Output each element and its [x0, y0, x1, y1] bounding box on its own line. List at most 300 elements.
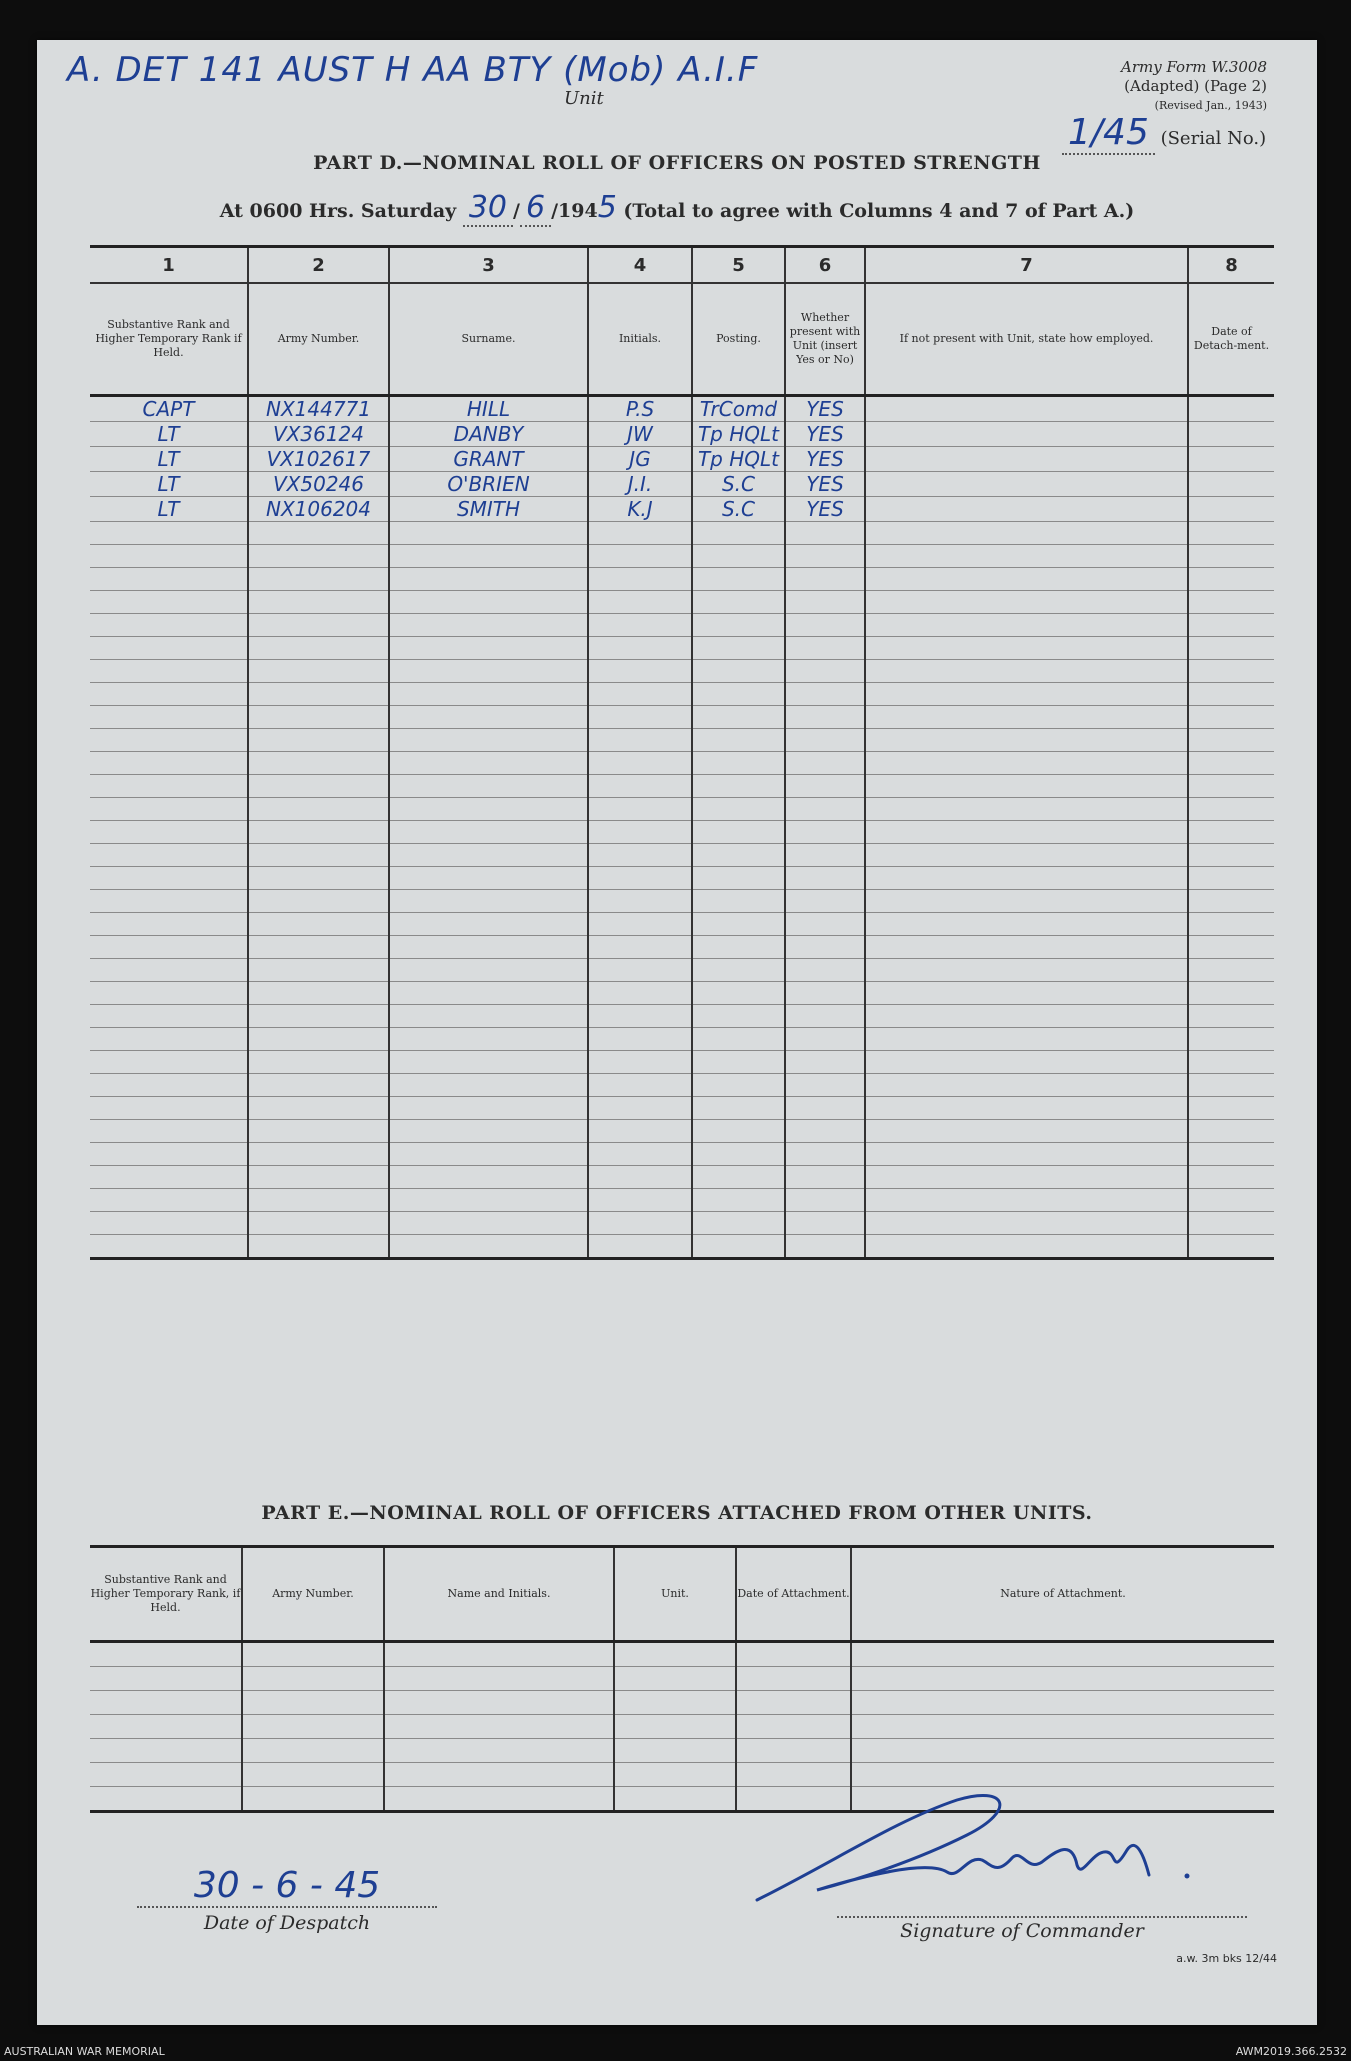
empty-cell: [692, 936, 785, 959]
empty-cell: [785, 936, 865, 959]
empty-cell: [588, 936, 692, 959]
empty-row: [90, 683, 1274, 706]
header-present: Whether present with Unit (insert Yes or No): [785, 283, 865, 396]
empty-cell: [865, 614, 1188, 637]
empty-cell: [588, 1235, 692, 1259]
officer-rank: LT: [90, 422, 248, 447]
empty-cell: [588, 1189, 692, 1212]
empty-cell: [1188, 472, 1274, 497]
despatch-block: [137, 1865, 437, 1934]
empty-cell: [1188, 637, 1274, 660]
column-header-row: [90, 283, 1274, 396]
empty-cell: [384, 1763, 614, 1787]
officer-surname: O'BRIEN: [389, 472, 588, 497]
empty-cell: [785, 1235, 865, 1259]
empty-cell: [1188, 1120, 1274, 1143]
empty-cell: [692, 1005, 785, 1028]
officer-present: YES: [785, 447, 865, 472]
officer-rank: LT: [90, 447, 248, 472]
officer-surname: SMITH: [389, 497, 588, 522]
empty-cell: [865, 1028, 1188, 1051]
empty-cell: [242, 1763, 384, 1787]
empty-cell: [785, 890, 865, 913]
column-number: 3: [389, 247, 588, 284]
empty-cell: [588, 1097, 692, 1120]
empty-cell: [865, 1189, 1188, 1212]
empty-cell: [90, 660, 248, 683]
empty-cell: [614, 1691, 736, 1715]
column-number: 8: [1188, 247, 1274, 284]
header-surname: Surname.: [389, 283, 588, 396]
empty-cell: [90, 1120, 248, 1143]
empty-cell: [90, 683, 248, 706]
empty-cell: [248, 1097, 389, 1120]
empty-cell: [1188, 1074, 1274, 1097]
empty-cell: [242, 1667, 384, 1691]
empty-cell: [865, 1005, 1188, 1028]
empty-cell: [248, 959, 389, 982]
empty-cell: [865, 798, 1188, 821]
attached-header-army-number: Army Number.: [242, 1547, 384, 1642]
empty-cell: [248, 729, 389, 752]
officer-posting: S.C: [692, 497, 785, 522]
empty-row: [90, 821, 1274, 844]
empty-cell: [1188, 591, 1274, 614]
empty-cell: [1188, 936, 1274, 959]
empty-cell: [389, 706, 588, 729]
empty-cell: [248, 936, 389, 959]
empty-cell: [248, 706, 389, 729]
empty-cell: [865, 752, 1188, 775]
empty-cell: [865, 660, 1188, 683]
empty-cell: [90, 1739, 242, 1763]
empty-cell: [389, 1028, 588, 1051]
empty-cell: [865, 1097, 1188, 1120]
form-revised: (Revised Jan., 1943): [1154, 99, 1267, 112]
empty-cell: [248, 775, 389, 798]
empty-cell: [785, 1005, 865, 1028]
empty-cell: [785, 752, 865, 775]
empty-cell: [90, 890, 248, 913]
empty-cell: [389, 775, 588, 798]
empty-cell: [692, 545, 785, 568]
empty-cell: [90, 614, 248, 637]
serial-label: (Serial No.): [1160, 128, 1267, 149]
officer-number: VX102617: [248, 447, 389, 472]
empty-cell: [692, 1051, 785, 1074]
empty-cell: [248, 614, 389, 637]
empty-cell: [865, 959, 1188, 982]
empty-cell: [90, 1189, 248, 1212]
empty-cell: [692, 637, 785, 660]
empty-cell: [736, 1715, 851, 1739]
empty-cell: [865, 522, 1188, 545]
attached-header-unit: Unit.: [614, 1547, 736, 1642]
empty-row: [90, 1739, 1274, 1763]
serial-number: [1062, 112, 1266, 155]
empty-cell: [692, 775, 785, 798]
empty-row: [90, 614, 1274, 637]
archive-reference: AWM2019.366.2532: [1235, 2045, 1347, 2058]
empty-row: [90, 1051, 1274, 1074]
empty-cell: [692, 1235, 785, 1259]
officer-initials: J.I.: [588, 472, 692, 497]
empty-row: [90, 706, 1274, 729]
form-identifier: [1121, 58, 1267, 115]
empty-cell: [389, 913, 588, 936]
header-detachment-date: Date of Detach-ment.: [1188, 283, 1274, 396]
empty-cell: [389, 660, 588, 683]
empty-cell: [785, 1028, 865, 1051]
empty-cell: [692, 844, 785, 867]
empty-cell: [588, 821, 692, 844]
empty-cell: [384, 1642, 614, 1667]
empty-cell: [785, 775, 865, 798]
empty-cell: [90, 1166, 248, 1189]
officer-rank: LT: [90, 497, 248, 522]
officer-posting: Tp HQLt: [692, 422, 785, 447]
officer-row: [90, 497, 1274, 522]
empty-cell: [588, 1005, 692, 1028]
printer-note: a.w. 3m bks 12/44: [1176, 1952, 1277, 1965]
empty-cell: [1188, 614, 1274, 637]
attached-header-rank: Substantive Rank and Higher Temporary Rank, if Held.: [90, 1547, 242, 1642]
empty-cell: [785, 1120, 865, 1143]
officer-present: YES: [785, 396, 865, 422]
empty-cell: [90, 913, 248, 936]
empty-cell: [384, 1691, 614, 1715]
empty-cell: [389, 1143, 588, 1166]
empty-row: [90, 1074, 1274, 1097]
empty-cell: [248, 1166, 389, 1189]
empty-cell: [90, 1691, 242, 1715]
empty-cell: [389, 1189, 588, 1212]
empty-cell: [785, 545, 865, 568]
empty-cell: [389, 1097, 588, 1120]
empty-cell: [865, 1143, 1188, 1166]
empty-cell: [785, 568, 865, 591]
empty-cell: [588, 1166, 692, 1189]
empty-row: [90, 545, 1274, 568]
empty-cell: [865, 936, 1188, 959]
officer-number: VX50246: [248, 472, 389, 497]
column-number: 6: [785, 247, 865, 284]
empty-row: [90, 1235, 1274, 1259]
empty-cell: [785, 982, 865, 1005]
attached-header-row: [90, 1547, 1274, 1642]
empty-cell: [1188, 422, 1274, 447]
empty-row: [90, 522, 1274, 545]
empty-cell: [242, 1691, 384, 1715]
empty-cell: [90, 1787, 242, 1812]
empty-cell: [692, 959, 785, 982]
empty-cell: [588, 1028, 692, 1051]
empty-cell: [248, 798, 389, 821]
empty-cell: [1188, 683, 1274, 706]
empty-cell: [248, 1212, 389, 1235]
archive-credit: AUSTRALIAN WAR MEMORIAL: [4, 2045, 165, 2058]
empty-row: [90, 729, 1274, 752]
officer-row: [90, 447, 1274, 472]
header-initials: Initials.: [588, 283, 692, 396]
empty-cell: [90, 982, 248, 1005]
posted-strength-rows: [90, 396, 1274, 1259]
empty-cell: [1188, 1051, 1274, 1074]
empty-cell: [90, 959, 248, 982]
empty-cell: [692, 890, 785, 913]
empty-cell: [1188, 396, 1274, 422]
empty-cell: [588, 982, 692, 1005]
empty-cell: [588, 959, 692, 982]
officer-rank: LT: [90, 472, 248, 497]
empty-cell: [588, 890, 692, 913]
empty-row: [90, 890, 1274, 913]
empty-cell: [865, 913, 1188, 936]
empty-cell: [1188, 1212, 1274, 1235]
empty-cell: [389, 522, 588, 545]
empty-cell: [692, 821, 785, 844]
empty-cell: [389, 867, 588, 890]
empty-cell: [785, 591, 865, 614]
empty-cell: [384, 1739, 614, 1763]
empty-cell: [692, 982, 785, 1005]
attached-header-date: Date of Attachment.: [736, 1547, 851, 1642]
empty-cell: [865, 591, 1188, 614]
header-army-number: Army Number.: [248, 283, 389, 396]
empty-cell: [588, 568, 692, 591]
empty-cell: [692, 522, 785, 545]
empty-cell: [90, 1212, 248, 1235]
empty-cell: [248, 1120, 389, 1143]
empty-cell: [1188, 447, 1274, 472]
officer-number: VX36124: [248, 422, 389, 447]
header-posting: Posting.: [692, 283, 785, 396]
empty-cell: [865, 844, 1188, 867]
serial-handwritten: 1/45: [1062, 112, 1155, 155]
officer-surname: GRANT: [389, 447, 588, 472]
empty-cell: [588, 1212, 692, 1235]
part-d-title: PART D.—NOMINAL ROLL OF OFFICERS ON POSTED STRENGTH: [313, 152, 1041, 174]
commander-signature: [697, 1780, 1217, 1920]
empty-cell: [90, 568, 248, 591]
empty-cell: [248, 913, 389, 936]
empty-row: [90, 591, 1274, 614]
empty-cell: [90, 1097, 248, 1120]
empty-row: [90, 1097, 1274, 1120]
empty-cell: [588, 614, 692, 637]
empty-cell: [389, 1051, 588, 1074]
form-adapted: (Adapted) (Page 2): [1124, 77, 1267, 95]
empty-cell: [692, 729, 785, 752]
empty-cell: [384, 1715, 614, 1739]
empty-row: [90, 1691, 1274, 1715]
empty-cell: [851, 1691, 1274, 1715]
empty-cell: [588, 1051, 692, 1074]
empty-row: [90, 798, 1274, 821]
empty-cell: [90, 1143, 248, 1166]
empty-cell: [1188, 913, 1274, 936]
empty-cell: [389, 982, 588, 1005]
empty-cell: [1188, 522, 1274, 545]
empty-cell: [242, 1787, 384, 1812]
posted-strength-table: [90, 245, 1274, 1260]
empty-cell: [614, 1715, 736, 1739]
empty-cell: [692, 913, 785, 936]
empty-cell: [785, 867, 865, 890]
officer-row: [90, 396, 1274, 422]
empty-cell: [248, 844, 389, 867]
empty-cell: [588, 591, 692, 614]
empty-cell: [1188, 1028, 1274, 1051]
officer-number: NX106204: [248, 497, 389, 522]
form-number: Army Form W.3008: [1121, 58, 1267, 76]
officer-posting: Tp HQLt: [692, 447, 785, 472]
empty-cell: [389, 729, 588, 752]
empty-cell: [248, 1051, 389, 1074]
empty-row: [90, 1715, 1274, 1739]
empty-cell: [248, 683, 389, 706]
empty-cell: [692, 660, 785, 683]
empty-cell: [1188, 982, 1274, 1005]
empty-cell: [785, 1074, 865, 1097]
empty-row: [90, 1189, 1274, 1212]
empty-cell: [248, 821, 389, 844]
empty-cell: [865, 821, 1188, 844]
empty-row: [90, 568, 1274, 591]
empty-cell: [1188, 890, 1274, 913]
header-rank: Substantive Rank and Higher Temporary Rank if Held.: [90, 283, 248, 396]
empty-cell: [248, 1074, 389, 1097]
empty-cell: [785, 1143, 865, 1166]
empty-cell: [248, 1189, 389, 1212]
empty-cell: [90, 637, 248, 660]
empty-cell: [785, 729, 865, 752]
empty-cell: [736, 1642, 851, 1667]
empty-cell: [389, 545, 588, 568]
attached-header-name: Name and Initials.: [384, 1547, 614, 1642]
empty-cell: [90, 1763, 242, 1787]
empty-row: [90, 913, 1274, 936]
date-day: 30: [463, 190, 513, 227]
empty-row: [90, 1642, 1274, 1667]
empty-cell: [785, 844, 865, 867]
empty-cell: [865, 1074, 1188, 1097]
empty-cell: [389, 1005, 588, 1028]
empty-cell: [588, 1143, 692, 1166]
empty-cell: [248, 752, 389, 775]
empty-cell: [692, 1074, 785, 1097]
empty-cell: [865, 1166, 1188, 1189]
empty-cell: [1188, 1166, 1274, 1189]
empty-cell: [865, 867, 1188, 890]
officer-surname: DANBY: [389, 422, 588, 447]
empty-cell: [90, 591, 248, 614]
empty-cell: [692, 683, 785, 706]
empty-cell: [389, 844, 588, 867]
empty-cell: [692, 1120, 785, 1143]
empty-cell: [588, 706, 692, 729]
empty-row: [90, 936, 1274, 959]
date-month: 6: [520, 190, 551, 227]
part-e-title: PART E.—NOMINAL ROLL OF OFFICERS ATTACHED FROM OTHER UNITS.: [261, 1502, 1093, 1524]
signature-line: [837, 1916, 1247, 1918]
date-suffix: (Total to agree with Columns 4 and 7 of Part A.): [623, 200, 1135, 222]
empty-cell: [865, 568, 1188, 591]
empty-cell: [1188, 798, 1274, 821]
empty-cell: [90, 1642, 242, 1667]
empty-cell: [90, 522, 248, 545]
empty-cell: [1188, 1005, 1274, 1028]
empty-cell: [785, 1212, 865, 1235]
officer-row: [90, 422, 1274, 447]
empty-cell: [90, 729, 248, 752]
empty-cell: [1188, 867, 1274, 890]
empty-cell: [389, 1166, 588, 1189]
empty-row: [90, 660, 1274, 683]
empty-cell: [865, 1120, 1188, 1143]
empty-cell: [90, 775, 248, 798]
empty-cell: [242, 1739, 384, 1763]
empty-cell: [785, 660, 865, 683]
empty-cell: [588, 637, 692, 660]
empty-cell: [785, 637, 865, 660]
empty-cell: [692, 614, 785, 637]
officer-surname: HILL: [389, 396, 588, 422]
empty-cell: [736, 1691, 851, 1715]
column-number: 5: [692, 247, 785, 284]
empty-cell: [90, 752, 248, 775]
empty-row: [90, 844, 1274, 867]
empty-cell: [248, 568, 389, 591]
empty-row: [90, 1143, 1274, 1166]
empty-cell: [865, 729, 1188, 752]
empty-cell: [248, 867, 389, 890]
empty-cell: [614, 1739, 736, 1763]
empty-cell: [692, 867, 785, 890]
empty-cell: [865, 472, 1188, 497]
empty-cell: [389, 1235, 588, 1259]
empty-cell: [851, 1667, 1274, 1691]
empty-cell: [614, 1642, 736, 1667]
empty-cell: [785, 1166, 865, 1189]
empty-cell: [248, 1005, 389, 1028]
empty-cell: [1188, 1235, 1274, 1259]
column-number-row: [90, 247, 1274, 284]
empty-cell: [736, 1739, 851, 1763]
empty-cell: [588, 522, 692, 545]
empty-cell: [851, 1715, 1274, 1739]
empty-cell: [865, 497, 1188, 522]
empty-cell: [1188, 1097, 1274, 1120]
header-employment: If not present with Unit, state how employed.: [865, 283, 1188, 396]
date-year-digit: 5: [597, 190, 617, 225]
empty-cell: [384, 1787, 614, 1812]
empty-cell: [588, 545, 692, 568]
empty-cell: [90, 1667, 242, 1691]
empty-cell: [785, 798, 865, 821]
empty-cell: [389, 752, 588, 775]
empty-cell: [692, 568, 785, 591]
empty-cell: [588, 798, 692, 821]
empty-row: [90, 1667, 1274, 1691]
empty-cell: [1188, 821, 1274, 844]
empty-cell: [785, 614, 865, 637]
empty-cell: [1188, 775, 1274, 798]
part-d-dateline: At 0600 Hrs. Saturday 30 / 6 /1945 (Total to agree with Columns 4 and 7 of Part A.): [219, 190, 1135, 225]
empty-cell: [865, 706, 1188, 729]
empty-cell: [785, 1051, 865, 1074]
empty-cell: [865, 447, 1188, 472]
